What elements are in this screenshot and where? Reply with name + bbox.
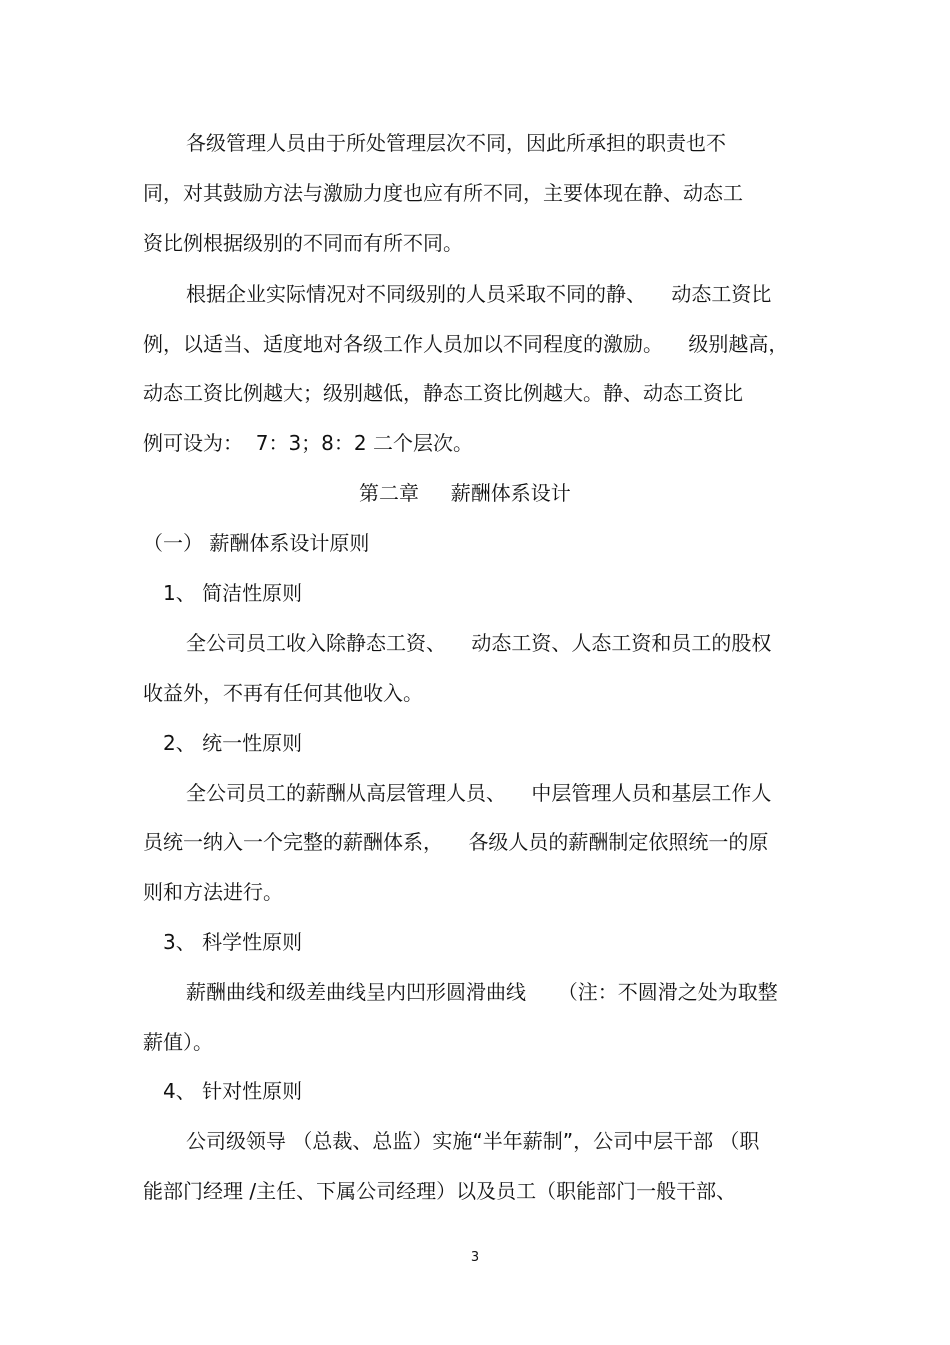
- paragraph-line: 例，以适当、适度地对各级工作人员加以不同程度的激励。 级别越高，: [143, 332, 789, 356]
- paragraph-line: 全公司员工的薪酬从高层管理人员、 中层管理人员和基层工作人: [186, 781, 772, 805]
- subsection-heading: 1、 简洁性原则: [163, 581, 303, 605]
- paragraph-line: 各级管理人员由于所处管理层次不同，因此所承担的职责也不: [186, 131, 726, 155]
- subsection-heading: 2、 统一性原则: [163, 731, 303, 755]
- paragraph-line: 全公司员工收入除静态工资、 动态工资、人态工资和员工的股权: [186, 631, 772, 655]
- paragraph-line: 员统一纳入一个完整的薪酬体系， 各级人员的薪酬制定依照统一的原: [143, 830, 769, 854]
- paragraph-line: 例可设为： 7：3；8：2 二个层次。: [143, 431, 473, 455]
- page-number: 3: [470, 1250, 480, 1265]
- paragraph-line: 薪酬曲线和级差曲线呈内凹形圆滑曲线 （注：不圆滑之处为取整: [186, 980, 778, 1004]
- paragraph-line: 同，对其鼓励方法与激励力度也应有所不同，主要体现在静、动态工: [143, 181, 743, 205]
- paragraph-line: 薪值）。: [143, 1030, 213, 1054]
- subsection-heading: 4、 针对性原则: [163, 1079, 303, 1103]
- paragraph-line: 收益外，不再有任何其他收入。: [143, 681, 423, 705]
- paragraph-line: 能部门经理 /主任、下属公司经理）以及员工（职能部门一般干部、: [143, 1179, 737, 1203]
- paragraph-line: 动态工资比例越大；级别越低，静态工资比例越大。静、动态工资比: [143, 381, 743, 405]
- paragraph-line: 资比例根据级别的不同而有所不同。: [143, 231, 463, 255]
- subsection-heading: 3、 科学性原则: [163, 930, 303, 954]
- paragraph-line: 公司级领导 （总裁、总监）实施“半年薪制”，公司中层干部 （职: [186, 1129, 760, 1153]
- chapter-heading: 第二章 薪酬体系设计: [359, 481, 571, 505]
- paragraph-line: 则和方法进行。: [143, 880, 283, 904]
- section-heading: （一） 薪酬体系设计原则: [143, 531, 370, 555]
- paragraph-line: 根据企业实际情况对不同级别的人员采取不同的静、 动态工资比: [186, 282, 772, 306]
